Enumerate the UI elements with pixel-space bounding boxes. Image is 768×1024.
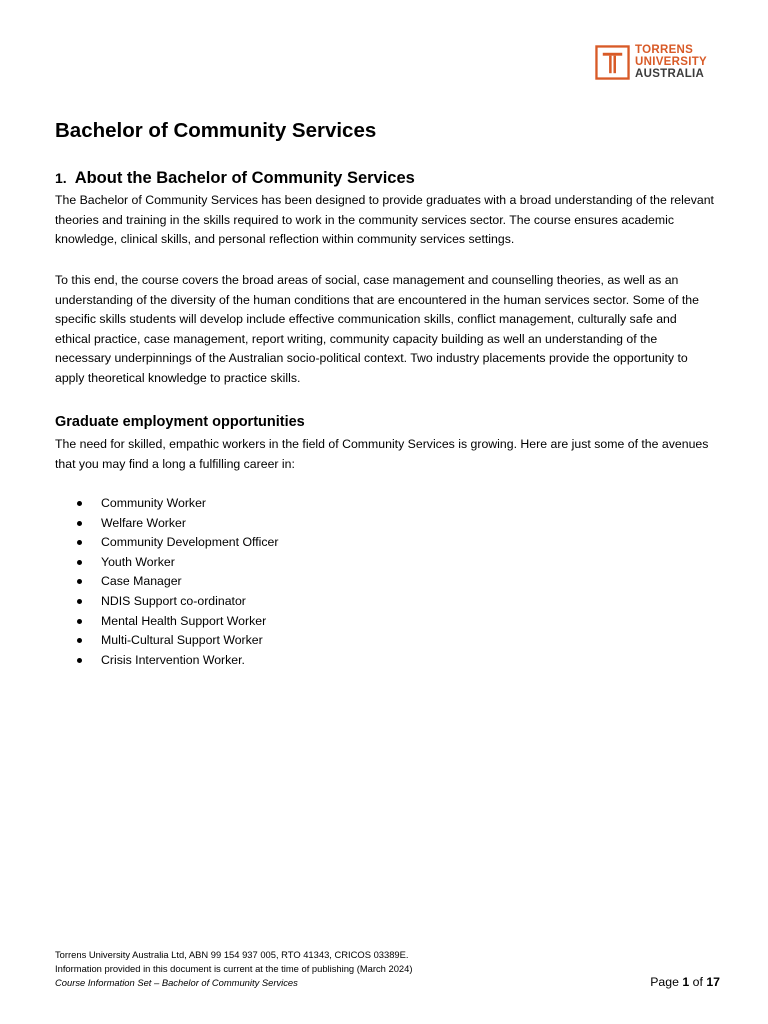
list-item-text: NDIS Support co-ordinator bbox=[101, 593, 246, 608]
logo-line-australia: AUSTRALIA bbox=[635, 68, 705, 80]
list-item bbox=[55, 514, 278, 534]
page-label: Page bbox=[650, 975, 679, 989]
list-item bbox=[55, 572, 278, 592]
page-current: 1 bbox=[682, 975, 690, 989]
list-item-text: Case Manager bbox=[101, 574, 182, 589]
section-number: 1. bbox=[55, 170, 67, 186]
bullet-icon bbox=[77, 619, 82, 624]
page-number bbox=[650, 974, 720, 990]
list-item-text: Multi-Cultural Support Worker bbox=[101, 633, 263, 648]
employment-heading: Graduate employment opportunities bbox=[55, 414, 305, 430]
logo-wordmark bbox=[635, 44, 707, 80]
page-total: 17 bbox=[706, 975, 720, 989]
list-item-text: Mental Health Support Worker bbox=[101, 613, 267, 628]
bullet-icon bbox=[77, 501, 82, 506]
bullet-icon bbox=[77, 638, 82, 643]
list-item-text: Community Development Officer bbox=[101, 535, 279, 550]
list-item bbox=[55, 553, 278, 573]
list-item bbox=[55, 631, 278, 651]
list-item-text: Youth Worker bbox=[101, 554, 175, 569]
list-item bbox=[55, 494, 278, 514]
bullet-icon bbox=[77, 560, 82, 565]
list-item bbox=[55, 612, 278, 632]
torrens-university-logo bbox=[595, 44, 707, 80]
list-item-text: Crisis Intervention Worker. bbox=[101, 652, 245, 667]
list-item-text: Community Worker bbox=[101, 496, 206, 510]
employment-list bbox=[55, 494, 278, 670]
footer-document-name: Course Information Set – Bachelor of Community Services bbox=[55, 977, 298, 988]
bullet-icon bbox=[77, 540, 82, 545]
logo-line-university: UNIVERSITY bbox=[635, 56, 708, 68]
bullet-icon bbox=[77, 599, 82, 604]
logo-line-torrens: TORRENS bbox=[635, 44, 694, 56]
list-item-text: Welfare Worker bbox=[101, 515, 186, 530]
list-item bbox=[55, 592, 278, 612]
page-of: of bbox=[692, 975, 703, 989]
list-item bbox=[55, 533, 278, 553]
section-heading-text: About the Bachelor of Community Services bbox=[74, 169, 415, 187]
torrens-logo-mark-icon bbox=[595, 45, 630, 80]
bullet-icon bbox=[77, 579, 82, 584]
section-heading-about bbox=[55, 166, 415, 190]
bullet-icon bbox=[77, 658, 82, 663]
employment-intro: The need for skilled, empathic workers in the field of Community Services is growing. Here are just some of the avenues that you may find a long a fulfilling career in: bbox=[55, 437, 709, 471]
list-item bbox=[55, 651, 278, 671]
page-footer bbox=[55, 948, 412, 990]
about-paragraph-1: The Bachelor of Community Services has been designed to provide graduates with a broad understanding of the relevant theories and training in the skills required to work in the community services sector. The course ensures academic knowledge, clinical skills, and personal reflection within community services settings. bbox=[55, 193, 714, 247]
bullet-icon bbox=[77, 521, 82, 526]
footer-company-info: Torrens University Australia Ltd, ABN 99 154 937 005, RTO 41343, CRICOS 03389E. bbox=[55, 949, 409, 960]
document-title: Bachelor of Community Services bbox=[55, 119, 377, 142]
footer-publish-info: Information provided in this document is current at the time of publishing (March 2024) bbox=[55, 963, 413, 974]
about-paragraph-2: To this end, the course covers the broad areas of social, case management and counselling theories, as well as an understanding of the diversity of the human conditions that are encountered in the human services sector. Some of the specific skills students will develop include effective communication skills, conflict management, culturally safe and ethical practice, case management, report writing, community capacity building as well an understanding of the necessary underpinnings of the Australian socio-political context. Two industry placements provide the opportunity to apply theoretical knowledge to practice skills. bbox=[55, 273, 699, 385]
